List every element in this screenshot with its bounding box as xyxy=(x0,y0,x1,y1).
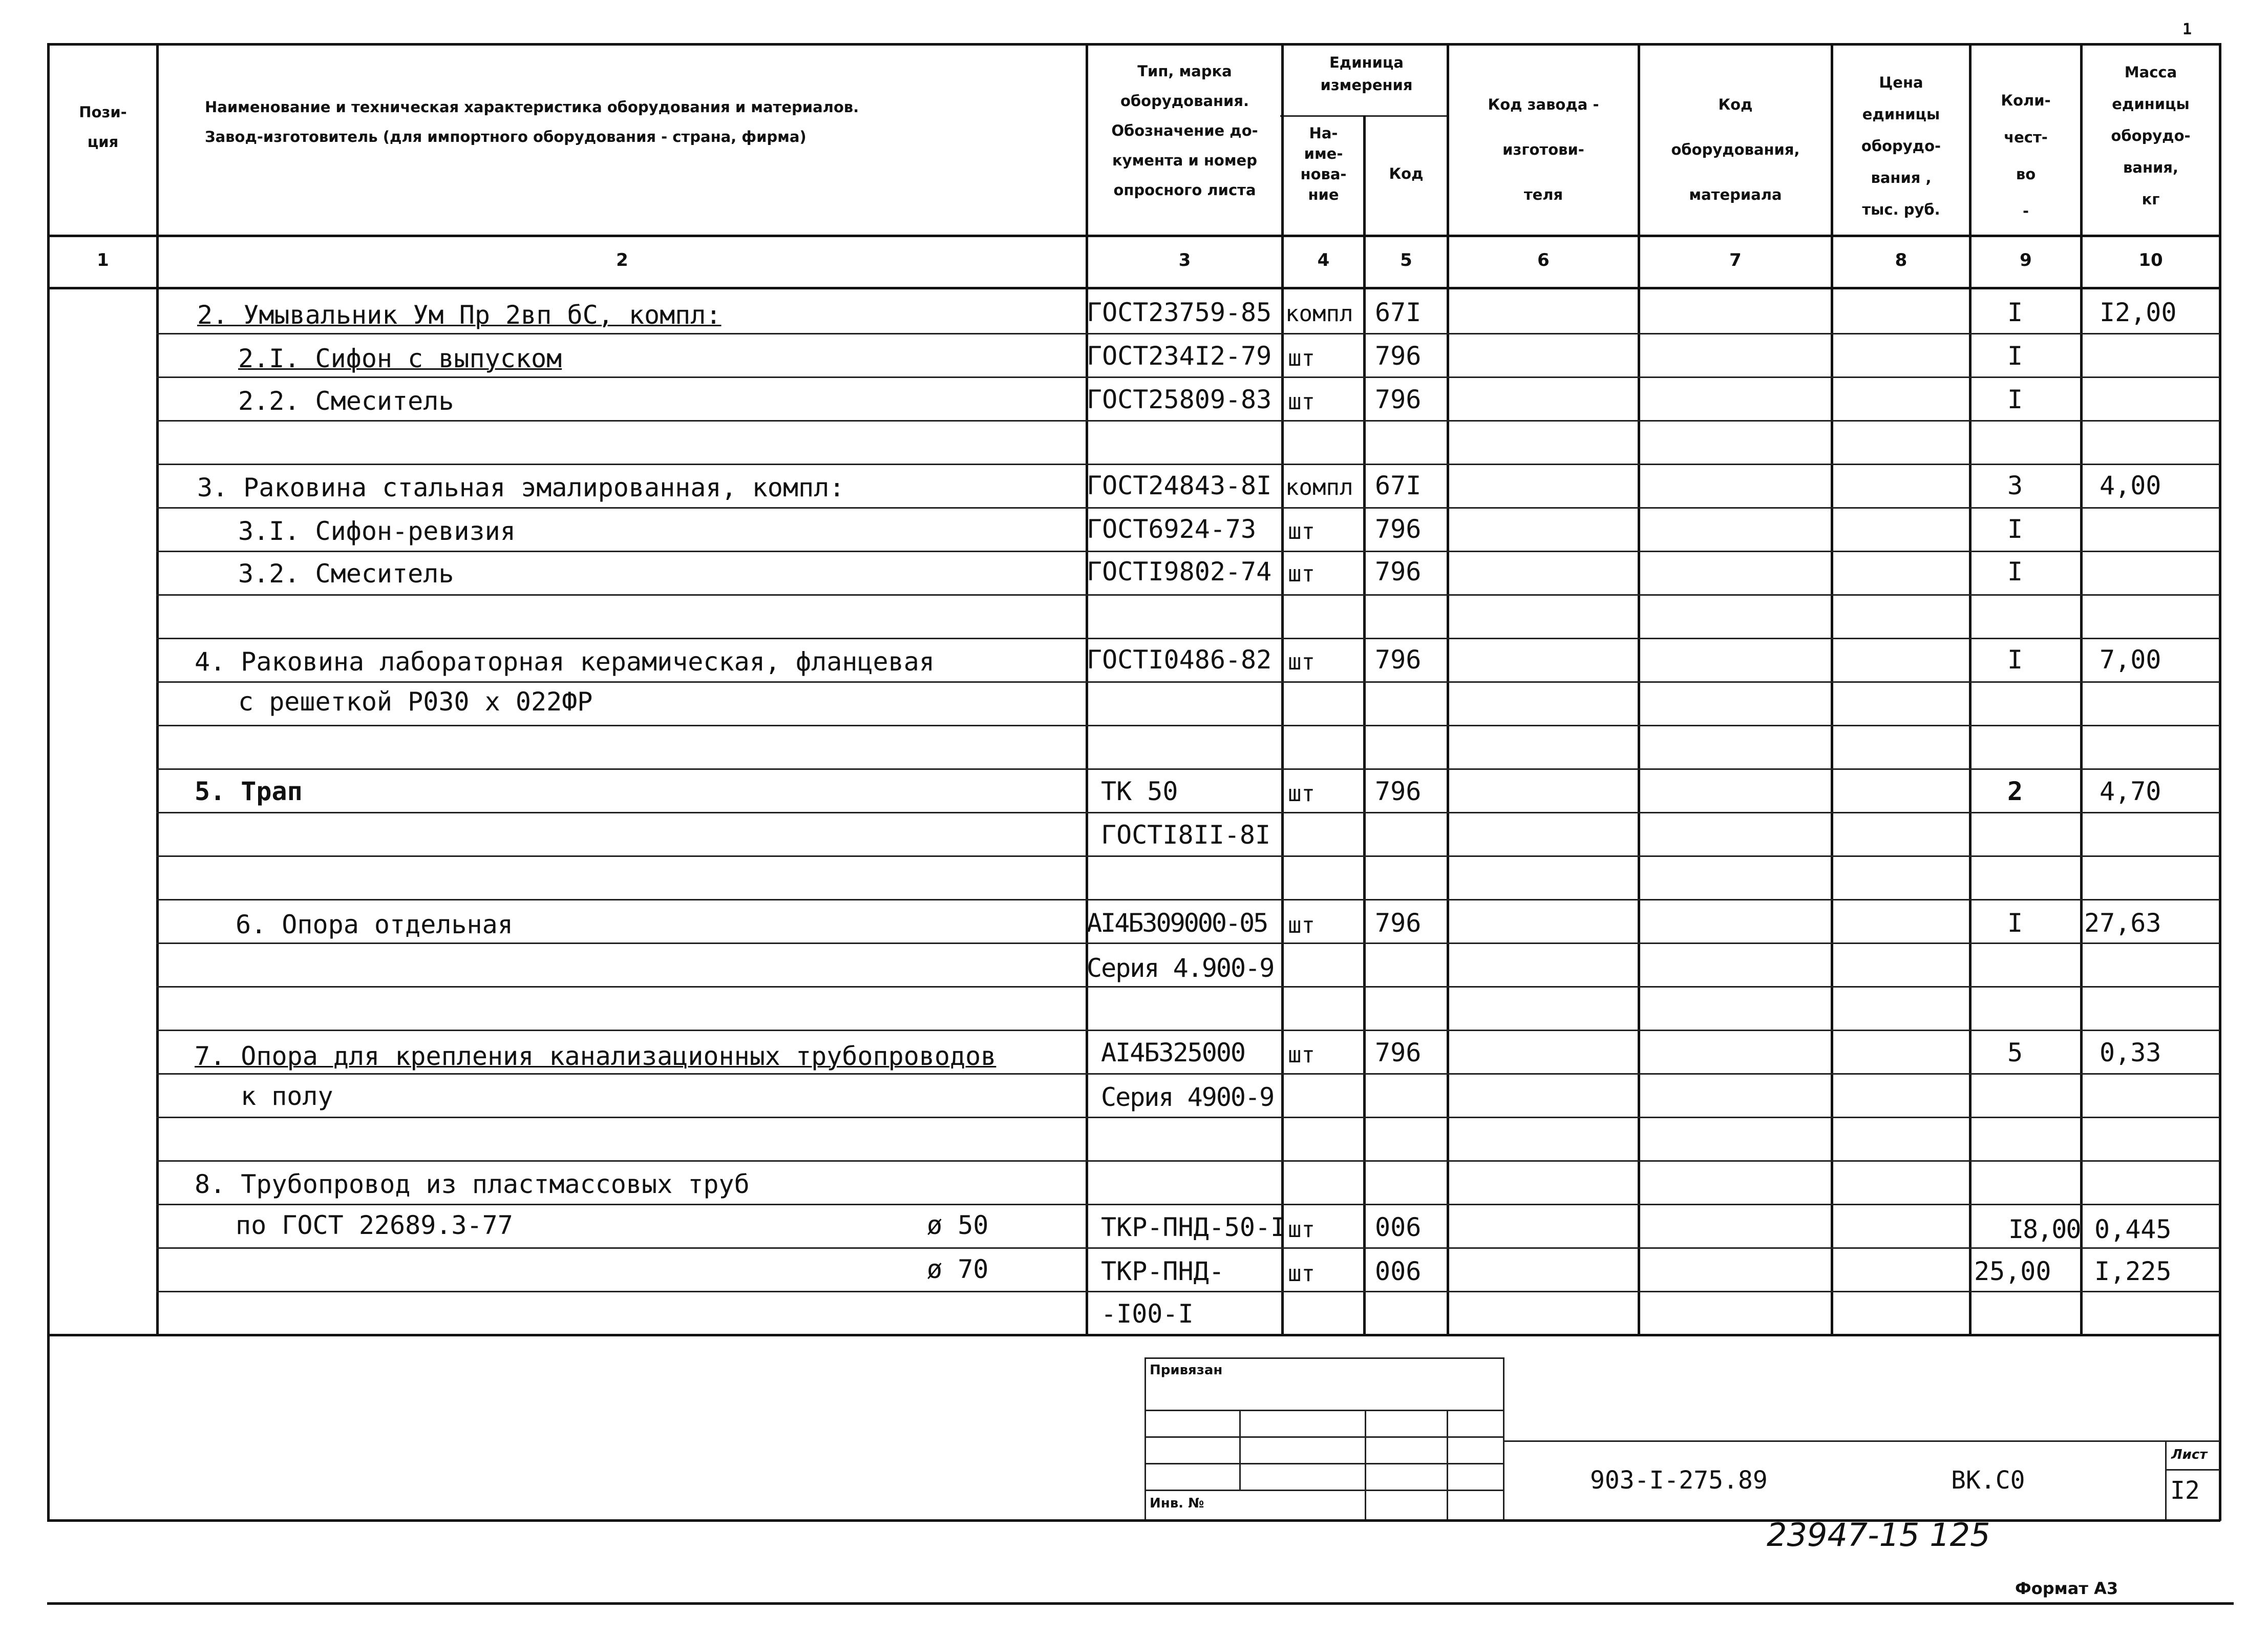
row-sep xyxy=(156,1117,2220,1118)
item-name: 3.2. Смеситель xyxy=(238,559,454,589)
item-mass: 0,445 xyxy=(2094,1214,2172,1244)
col-line-9 xyxy=(2080,43,2083,1335)
item-qty: I xyxy=(2007,385,2023,414)
item-qty: I xyxy=(2007,514,2023,544)
item-unit: шт xyxy=(1288,561,1315,587)
header-col5: Код xyxy=(1389,165,1424,182)
row-sep xyxy=(156,1291,2220,1292)
sheet-number: I2 xyxy=(2170,1476,2200,1505)
row-sep xyxy=(156,594,2220,596)
item-code: 796 xyxy=(1375,1038,1422,1067)
item-unit: шт xyxy=(1288,389,1315,415)
row-sep xyxy=(156,551,2220,552)
item-qty: I xyxy=(2007,908,2023,938)
item-qty: I xyxy=(2007,645,2023,675)
stamp-line xyxy=(1144,1490,1503,1491)
attached-label: Привязан xyxy=(1150,1363,1223,1378)
item-code: 796 xyxy=(1375,645,1422,675)
row-sep xyxy=(156,420,2220,422)
item-qty: I xyxy=(2007,341,2023,371)
header-col7: Код оборудования, материала xyxy=(1671,96,1800,203)
item-code: 67I xyxy=(1375,298,1422,327)
row-sep xyxy=(156,1247,2220,1249)
item-doc: ТКР-ПНД- xyxy=(1101,1256,1224,1286)
item-code: 006 xyxy=(1375,1212,1422,1242)
sheet-box-line xyxy=(2165,1440,2167,1519)
item-doc: АI4Б309000-05 xyxy=(1087,908,1267,938)
item-unit: шт xyxy=(1288,345,1315,371)
item-mass: 0,33 xyxy=(2100,1038,2161,1067)
item-unit: компл xyxy=(1285,474,1353,500)
item-code: 006 xyxy=(1375,1256,1422,1286)
col-line-1 xyxy=(156,43,159,1335)
row-sep xyxy=(156,812,2220,813)
stamp-line xyxy=(1144,1357,1503,1359)
colnum-5: 5 xyxy=(1400,250,1412,270)
item-mass: I2,00 xyxy=(2100,298,2177,327)
item-name: 8. Трубопровод из пластмассовых труб xyxy=(195,1169,750,1199)
colnum-9: 9 xyxy=(2020,250,2032,270)
colnum-6: 6 xyxy=(1537,250,1550,270)
stamp-line xyxy=(1144,1436,1503,1438)
header-col8: Цена единицы оборудо- вания , тыс. руб. xyxy=(1861,74,1941,218)
item-name: 3.I. Сифон-ревизия xyxy=(238,516,516,546)
row-sep xyxy=(156,638,2220,639)
header-unit-group: Единица измерения xyxy=(1320,54,1413,94)
item-qty: 2 xyxy=(2007,777,2023,806)
item-unit: компл xyxy=(1285,301,1353,327)
item-name: 2. Умывальник Ум Пр 2вп бС, компл: xyxy=(197,300,722,330)
item-doc: ГОСТI0486-82 xyxy=(1087,645,1272,675)
row-sep xyxy=(156,725,2220,726)
table-bottom-line xyxy=(47,1334,2220,1336)
col-line-6 xyxy=(1638,43,1640,1335)
handwritten-number: 23947-15 125 xyxy=(1767,1516,1990,1554)
stamp-line xyxy=(1144,1463,1503,1464)
item-name: 5. Трап xyxy=(195,777,303,806)
sheet-label: Лист xyxy=(2171,1447,2208,1462)
row-sep xyxy=(156,1073,2220,1075)
item-doc: ГОСТ6924-73 xyxy=(1087,514,1257,544)
item-code: 796 xyxy=(1375,514,1422,544)
item-qty: 25,00 xyxy=(1974,1256,2051,1286)
row-sep xyxy=(156,681,2220,683)
item-doc: ГОСТI9802-74 xyxy=(1087,557,1272,586)
item-unit: шт xyxy=(1288,781,1315,807)
item-doc: ГОСТ24843-8I xyxy=(1087,471,1272,500)
item-name: 3. Раковина стальная эмалированная, компл: xyxy=(197,473,845,502)
header-col10: Масса единицы оборудо- вания, кг xyxy=(2111,64,2191,208)
item-unit: шт xyxy=(1288,1261,1315,1287)
colnum-1: 1 xyxy=(97,250,109,270)
row-sep xyxy=(156,333,2220,334)
item-doc: ТКР-ПНД-50-I xyxy=(1101,1212,1286,1242)
row-sep xyxy=(156,855,2220,857)
row-sep xyxy=(156,1030,2220,1031)
item-unit: шт xyxy=(1288,1042,1315,1068)
item-name: 2.I. Сифон с выпуском xyxy=(238,344,562,373)
colnum-2: 2 xyxy=(616,250,628,270)
header-col4: На- име- нова- ние xyxy=(1300,124,1347,203)
item-doc: ГОСТI8II-8I xyxy=(1101,820,1271,850)
item-name: 7. Опора для крепления канализационных трубопроводов xyxy=(195,1041,997,1071)
item-qty: I xyxy=(2007,557,2023,586)
row-sep xyxy=(156,986,2220,988)
item-doc: Серия 4.900-9 xyxy=(1087,953,1274,983)
header-col6: Код завода - изготови- теля xyxy=(1488,96,1599,203)
item-name: 6. Опора отдельная xyxy=(236,910,513,939)
item-doc: АI4Б325000 xyxy=(1101,1038,1245,1067)
header-col3: Тип, марка оборудования. Обозначение до- кумента и номер опросного листа xyxy=(1111,62,1258,199)
col-line-7 xyxy=(1831,43,1833,1335)
item-doc: ТК 50 xyxy=(1101,777,1178,806)
item-mass: 4,70 xyxy=(2100,777,2161,806)
item-mass: I,225 xyxy=(2094,1256,2172,1286)
stamp-line xyxy=(1144,1357,1146,1519)
item-qty: I xyxy=(2007,298,2023,327)
row-sep xyxy=(156,1160,2220,1162)
item-name: 2.2. Смеситель xyxy=(238,386,454,416)
item-code: 796 xyxy=(1375,341,1422,371)
colnum-7: 7 xyxy=(1729,250,1742,270)
row-sep xyxy=(156,942,2220,944)
item-mass: 27,63 xyxy=(2084,908,2161,938)
item-doc: ГОСТ23759-85 xyxy=(1087,298,1272,327)
item-unit: шт xyxy=(1288,649,1315,675)
item-doc: Серия 4900-9 xyxy=(1101,1082,1274,1112)
row-sep xyxy=(156,507,2220,509)
item-name: к полу xyxy=(241,1081,333,1111)
stamp-line xyxy=(1144,1410,1503,1411)
item-code: 796 xyxy=(1375,385,1422,414)
format-label: Формат А3 xyxy=(2015,1579,2118,1598)
item-name: с решеткой Р030 х 022ФР xyxy=(238,687,593,717)
item-name: 4. Раковина лабораторная керамическая, фланцевая xyxy=(195,647,935,677)
header-col2: Наименование и техническая характеристика оборудования и материалов. Завод-изготовитель (для импортного оборудования - страна, фирма) xyxy=(205,98,859,145)
row-sep xyxy=(156,899,2220,900)
row-sep xyxy=(156,464,2220,465)
header-col1: Пози- ция xyxy=(79,103,127,151)
frame-right xyxy=(2219,43,2221,1521)
colnum-10: 10 xyxy=(2138,250,2163,270)
col-line-8 xyxy=(1969,43,1972,1335)
item-mass: 7,00 xyxy=(2100,645,2161,675)
item-code: 796 xyxy=(1375,557,1422,586)
doc-number: 903-I-275.89 xyxy=(1590,1466,1768,1495)
item-name: по ГОСТ 22689.3-77 xyxy=(236,1210,513,1240)
item-diameter: ø 70 xyxy=(927,1254,989,1284)
stamp-line xyxy=(1365,1410,1366,1519)
item-doc: ГОСТ25809-83 xyxy=(1087,385,1272,414)
row-sep xyxy=(156,768,2220,770)
item-qty: 3 xyxy=(2007,471,2023,500)
colnum-4: 4 xyxy=(1317,250,1330,270)
numbers-bottom-line xyxy=(47,287,2220,289)
stamp-line xyxy=(1239,1410,1241,1490)
item-code: 796 xyxy=(1375,777,1422,806)
item-doc: -I00-I xyxy=(1101,1299,1194,1329)
colnum-3: 3 xyxy=(1178,250,1191,270)
row-sep xyxy=(156,376,2220,378)
item-doc: ГОСТ234I2-79 xyxy=(1087,341,1272,371)
header-bottom-line xyxy=(47,235,2220,237)
col-line-5 xyxy=(1447,43,1449,1335)
item-unit: шт xyxy=(1288,1217,1315,1243)
inv-label: Инв. № xyxy=(1150,1496,1204,1511)
sheet-box-line xyxy=(2165,1469,2220,1471)
colnum-8: 8 xyxy=(1895,250,1907,270)
item-unit: шт xyxy=(1288,912,1315,938)
stamp-line xyxy=(1503,1357,1504,1519)
item-code: 796 xyxy=(1375,908,1422,938)
item-qty: 5 xyxy=(2007,1038,2023,1067)
stamp-line xyxy=(1447,1410,1448,1519)
frame-top xyxy=(47,43,2220,46)
item-qty: I8,00 xyxy=(2008,1214,2081,1244)
stamp-main-line xyxy=(1503,1440,2220,1442)
doc-mark: ВК.С0 xyxy=(1951,1466,2025,1495)
col-line-3 xyxy=(1281,43,1284,1335)
sheet-corner-mark: 1 xyxy=(2182,20,2192,38)
bottom-rule xyxy=(47,1602,2234,1605)
col-line-2 xyxy=(1086,43,1088,1335)
header-col9: Коли- чест- во - xyxy=(2001,92,2051,220)
item-code: 67I xyxy=(1375,471,1422,500)
item-diameter: ø 50 xyxy=(927,1210,989,1240)
row-sep xyxy=(156,1204,2220,1205)
item-unit: шт xyxy=(1288,518,1315,544)
item-mass: 4,00 xyxy=(2100,471,2161,500)
